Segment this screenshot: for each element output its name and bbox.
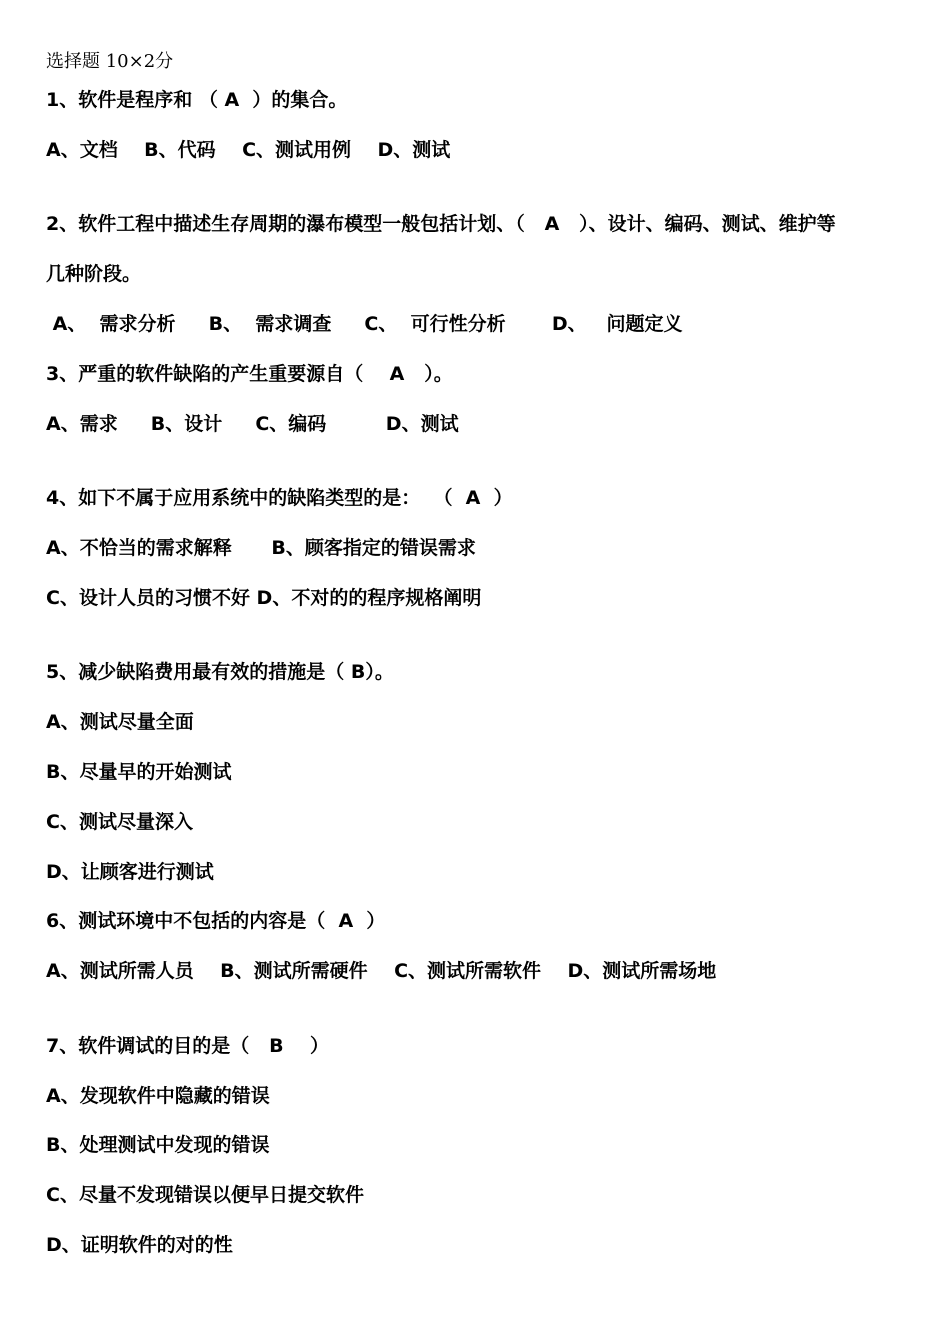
question-6-stem: 6、测试环境中不包括的内容是（ A ） xyxy=(46,910,386,932)
section-header: 选择题 10×2分 xyxy=(46,51,174,72)
question-4-stem: 4、如下不属于应用系统中的缺陷类型的是： （ A ） xyxy=(46,487,513,509)
question-5-option-d: D、让顾客进行测试 xyxy=(46,861,214,883)
question-1-options: A、文档 B、代码 C、测试用例 D、测试 xyxy=(46,139,451,161)
question-4-option-row-1: A、不恰当的需求解释 B、顾客指定的错误需求 xyxy=(46,537,476,559)
question-1-stem: 1、软件是程序和 （ A ）的集合。 xyxy=(46,89,348,111)
question-3-options: A、需求 B、设计 C、编码 D、测试 xyxy=(46,413,459,435)
question-2-stem-continued: 几种阶段。 xyxy=(46,263,142,285)
question-5-option-b: B、尽量早的开始测试 xyxy=(46,761,232,783)
question-7-stem: 7、软件调试的目的是（ B ） xyxy=(46,1035,330,1057)
question-5-option-a: A、测试尽量全面 xyxy=(46,711,194,733)
question-7-option-a: A、发现软件中隐藏的错误 xyxy=(46,1085,270,1107)
question-2-options: A、 需求分析 B、 需求调查 C、 可行性分析 D、 问题定义 xyxy=(46,313,683,335)
question-7-option-d: D、证明软件的对的性 xyxy=(46,1234,233,1256)
question-6-options: A、测试所需人员 B、测试所需硬件 C、测试所需软件 D、测试所需场地 xyxy=(46,960,717,982)
question-3-stem: 3、严重的软件缺陷的产生重要源自（ A ）。 xyxy=(46,363,453,385)
question-2-stem: 2、软件工程中描述生存周期的瀑布模型一般包括计划、（ A ）、设计、编码、测试、维护等 xyxy=(46,213,836,235)
question-5-option-c: C、测试尽量深入 xyxy=(46,811,193,833)
question-7-option-b: B、处理测试中发现的错误 xyxy=(46,1134,270,1156)
question-7-option-c: C、尽量不发现错误以便早日提交软件 xyxy=(46,1184,364,1206)
question-5-stem: 5、减少缺陷费用最有效的措施是（ B）。 xyxy=(46,661,394,683)
question-4-option-row-2: C、设计人员的习惯不好 D、不对的的程序规格阐明 xyxy=(46,587,482,609)
